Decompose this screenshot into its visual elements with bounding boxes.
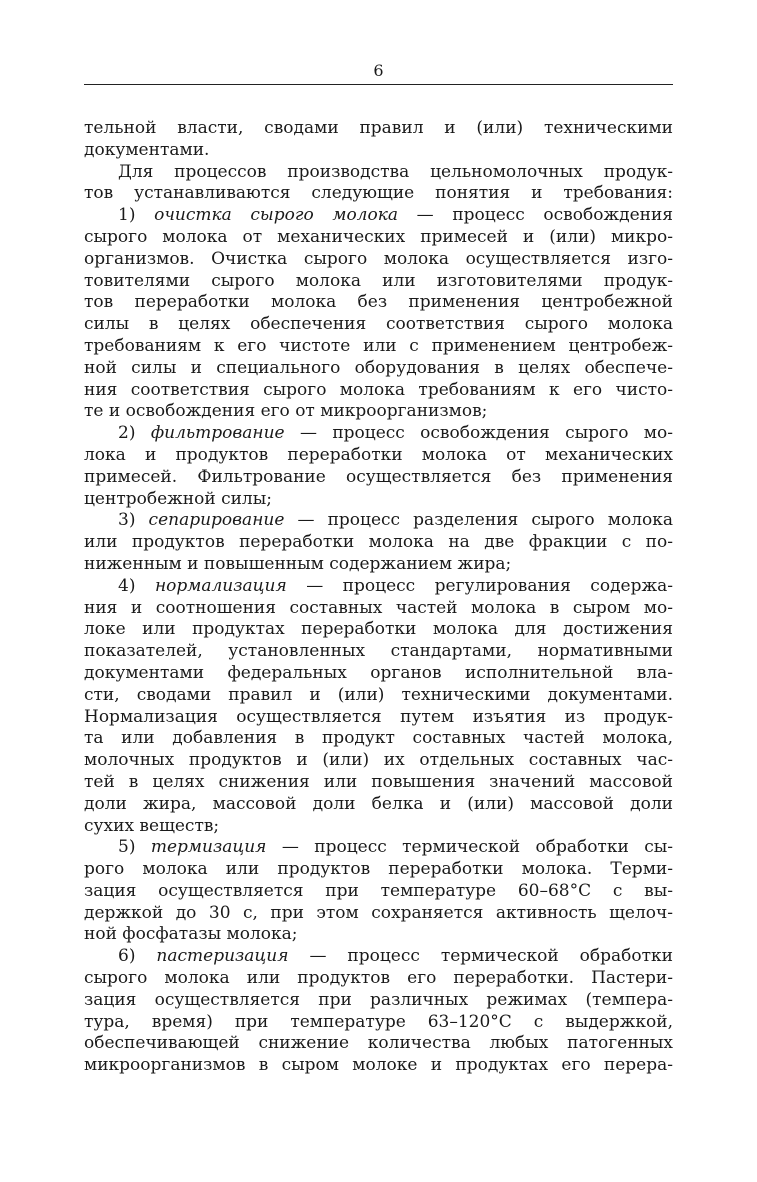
text-line: зация осуществляется при температуре 60–68°С с вы- — [84, 880, 673, 901]
text-line: ния и соотношения составных частей молока в сыром мо- — [84, 597, 673, 618]
text-line: сырого молока или продуктов его переработки. Пастери- — [84, 968, 673, 989]
text-line: микроорганизмов в сыром молоке и продуктах его перера- — [84, 1055, 673, 1076]
text-line: документами. — [84, 139, 210, 160]
text-line: ной фосфатазы молока; — [84, 924, 298, 945]
text-line: требованиям к его чистоте или с применением центробеж- — [84, 335, 673, 356]
text-line: лока и продуктов переработки молока от механических — [84, 444, 673, 465]
text-line: тура, время) при температуре 63–120°С с выдержкой, — [84, 1011, 673, 1032]
text-line: тов устанавливаются следующие понятия и требования: — [84, 183, 673, 204]
list-item-1: 1) очистка сырого молока — процесс освобождения — [118, 205, 674, 226]
text-line: сти, сводами правил и (или) техническими документами. — [84, 684, 673, 705]
text-line: организмов. Очистка сырого молока осуществляется изго- — [84, 248, 673, 269]
text-line: те и освобождения его от микроорганизмов; — [84, 401, 488, 422]
text-line: Для процессов производства цельномолочных продук- — [118, 161, 673, 182]
text-line: сухих веществ; — [84, 815, 220, 836]
term-separirovanie: сепарирование — [148, 510, 285, 531]
body-text — [84, 118, 673, 1077]
list-item-3: 3) сепарирование — процесс разделения сырого молока — [118, 510, 673, 531]
list-item-4: 4) нормализация — процесс регулирования содержа- — [118, 575, 673, 596]
text-line: ной силы и специального оборудования в целях обеспече- — [84, 357, 673, 378]
text-line: локе или продуктах переработки молока для достижения — [84, 619, 673, 640]
text-line: тельной власти, сводами правил и (или) техническими — [84, 118, 673, 138]
term-pasterizatsiya: пастеризация — [156, 946, 289, 967]
term-ochistka: очистка сырого молока — [154, 205, 399, 226]
text-line: та или добавления в продукт составных частей молока, — [84, 728, 673, 749]
text-line: доли жира, массовой доли белка и (или) массовой доли — [84, 793, 673, 814]
header-rule — [84, 84, 673, 85]
text-line: товителями сырого молока или изготовителями продук- — [84, 270, 673, 291]
text-line: тов переработки молока без применения центробежной — [84, 292, 673, 313]
text-line: зация осуществляется при различных режимах (темпера- — [84, 989, 673, 1010]
text-line: центробежной силы; — [84, 488, 272, 509]
term-normalizatsiya: нормализация — [154, 575, 287, 596]
term-filtrovanie: фильтрование — [150, 423, 285, 444]
page-number: 6 — [373, 61, 384, 80]
list-item-2: 2) фильтрование — процесс освобождения сырого мо- — [118, 423, 673, 444]
text-line: тей в целях снижения или повышения значений массовой — [84, 771, 673, 792]
term-termizatsiya: термизация — [150, 837, 267, 858]
text-line: или продуктов переработки молока на две фракции с по- — [84, 532, 673, 553]
text-line: Нормализация осуществляется путем изъятия из продук- — [84, 706, 673, 727]
text-line: сырого молока от механических примесей и (или) микро- — [84, 226, 673, 247]
text-line: показателей, установленных стандартами, нормативными — [84, 641, 673, 662]
text-line: рого молока или продуктов переработки молока. Терми- — [84, 859, 673, 880]
text-line: силы в целях обеспечения соответствия сырого молока — [84, 314, 673, 335]
list-item-6: 6) пастеризация — процесс термической обработки — [118, 946, 674, 967]
text-line: ниженным и повышенным содержанием жира; — [84, 553, 512, 574]
text-line: документами федеральных органов исполнительной вла- — [84, 662, 673, 683]
text-line: примесей. Фильтрование осуществляется без применения — [84, 466, 673, 487]
text-line: обеспечивающей снижение количества любых патогенных — [84, 1033, 673, 1054]
text-line: держкой до 30 с, при этом сохраняется активность щелоч- — [84, 902, 673, 923]
text-line: ния соответствия сырого молока требованиям к его чисто- — [84, 379, 673, 400]
text-line: молочных продуктов и (или) их отдельных составных час- — [84, 750, 673, 771]
list-item-5: 5) термизация — процесс термической обработки сы- — [118, 837, 673, 858]
